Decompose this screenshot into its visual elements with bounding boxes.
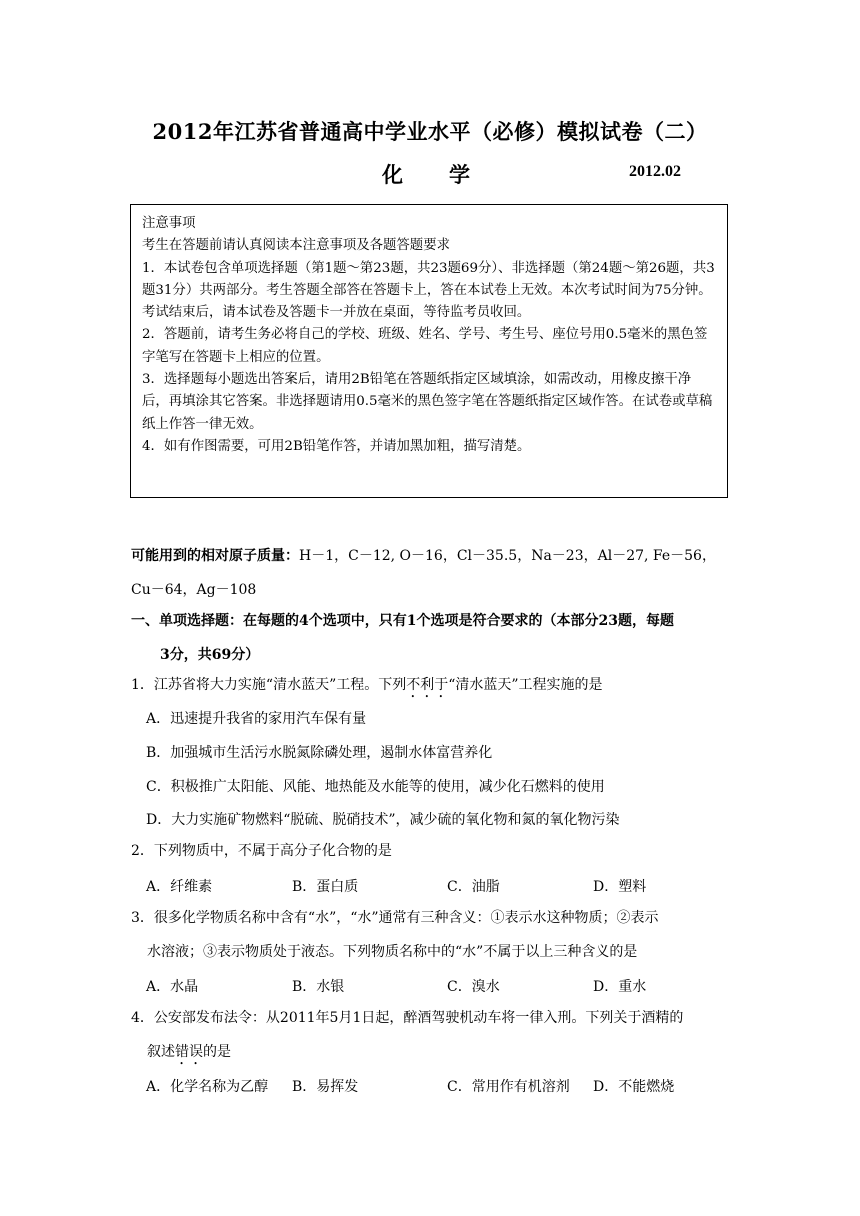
section-1-heading bbox=[131, 604, 733, 672]
question-stem: 4．公安部发布法令：从2011年5月1日起，醉酒驾驶机动车将一律入刑。下列关于酒精的 bbox=[131, 1010, 684, 1026]
question-stem: 2．下列物质中，不属于高分子化合物的是 bbox=[131, 843, 392, 859]
option-a: A．化学名称为乙醇 bbox=[146, 1079, 269, 1095]
stem-emphasis: 错误 bbox=[175, 1044, 203, 1060]
notice-box bbox=[130, 204, 728, 498]
notice-heading: 注意事项 bbox=[142, 216, 196, 231]
notice-item: 3．选择题每小题选出答案后，请用2B铅笔在答题纸指定区域填涂，如需改动，用橡皮擦干净后，再填涂其它答案。非选择题请用0.5毫米的黑色签字笔在答题纸指定区域作答。在试卷或草稿纸上作答一律无效。 bbox=[142, 372, 713, 432]
subject-title: 化学 bbox=[382, 162, 516, 187]
option-c: C．积极推广太阳能、风能、地热能及水能等的使用，减少化石燃料的使用 bbox=[146, 779, 605, 795]
option-c: C．溴水 bbox=[447, 979, 500, 995]
option-a: A．迅速提升我省的家用汽车保有量 bbox=[146, 711, 367, 727]
stem-text: 的是 bbox=[203, 1044, 231, 1060]
exam-title: 2012年江苏省普通高中学业水平（必修）模拟试卷（二） bbox=[152, 119, 708, 144]
option-d: D．重水 bbox=[593, 979, 647, 995]
option-c: C．油脂 bbox=[447, 879, 500, 895]
exam-date: 2012.02 bbox=[629, 163, 681, 180]
question-3 bbox=[131, 901, 731, 969]
question-stem bbox=[131, 1035, 731, 1069]
atomic-mass-values: H－1，C－12, O－16，Cl－35.5，Na－23，Al－27, Fe－56，Cu－64，Ag－108 bbox=[131, 548, 716, 598]
notice-intro: 考生在答题前请认真阅读本注意事项及各题答题要求 bbox=[142, 238, 450, 254]
option-d: D．大力实施矿物燃料“脱硫、脱硝技术”，减少硫的氧化物和氮的氧化物污染 bbox=[146, 812, 620, 828]
notice-item: 4．如有作图需要，可用2B铅笔作答，并请加黑加粗，描写清楚。 bbox=[142, 438, 531, 454]
option-d: D．塑料 bbox=[593, 879, 647, 895]
option-b: B．蛋白质 bbox=[292, 879, 359, 895]
question-stem: 3．很多化学物质名称中含有“水”，“水”通常有三种含义：①表示水这种物质；②表示 bbox=[131, 910, 659, 926]
notice-item: 2．答题前，请考生务必将自己的学校、班级、姓名、学号、考生号、座位号用0.5毫米的黑色签字笔写在答题卡上相应的位置。 bbox=[142, 327, 708, 365]
stem-text: “清水蓝天”工程实施的是 bbox=[448, 677, 603, 693]
option-b: B．水银 bbox=[292, 979, 345, 995]
option-d: D．不能燃烧 bbox=[593, 1079, 675, 1095]
option-c: C．常用作有机溶剂 bbox=[447, 1079, 570, 1095]
stem-emphasis: 不利于 bbox=[406, 677, 449, 693]
atomic-mass-line bbox=[131, 539, 731, 607]
question-stem bbox=[131, 668, 731, 702]
option-b: B．易挥发 bbox=[292, 1079, 359, 1095]
question-stem: 水溶液；③表示物质处于液态。下列物质名称中的“水”不属于以上三种含义的是 bbox=[147, 944, 638, 960]
question-4 bbox=[131, 1001, 731, 1069]
notice-item: 1．本试卷包含单项选择题（第1题～第23题，共23题69分）、非选择题（第24题～第26题，共3题31分）共两部分。考生答题全部答在答题卡上，答在本试卷上无效。本次考试时间为75分钟。考试结束后，请本试卷及答题卡一并放在桌面，等待监考员收回。 bbox=[142, 260, 715, 321]
question-1 bbox=[131, 668, 731, 702]
option-b: B．加强城市生活污水脱氮除磷处理，遏制水体富营养化 bbox=[146, 745, 493, 761]
stem-text: 1．江苏省将大力实施“清水蓝天”工程。下列 bbox=[131, 677, 407, 693]
question-2 bbox=[131, 834, 731, 868]
section-1-heading-line: 3分，共69分） bbox=[160, 647, 260, 663]
stem-text: 叙述 bbox=[147, 1044, 175, 1060]
option-a: A．纤维素 bbox=[146, 879, 213, 895]
option-a: A．水晶 bbox=[146, 979, 199, 995]
section-1-heading-line: 一、单项选择题：在每题的4个选项中，只有1个选项是符合要求的（本部分23题，每题 bbox=[131, 613, 674, 629]
atomic-mass-label: 可能用到的相对原子质量： bbox=[131, 548, 299, 564]
